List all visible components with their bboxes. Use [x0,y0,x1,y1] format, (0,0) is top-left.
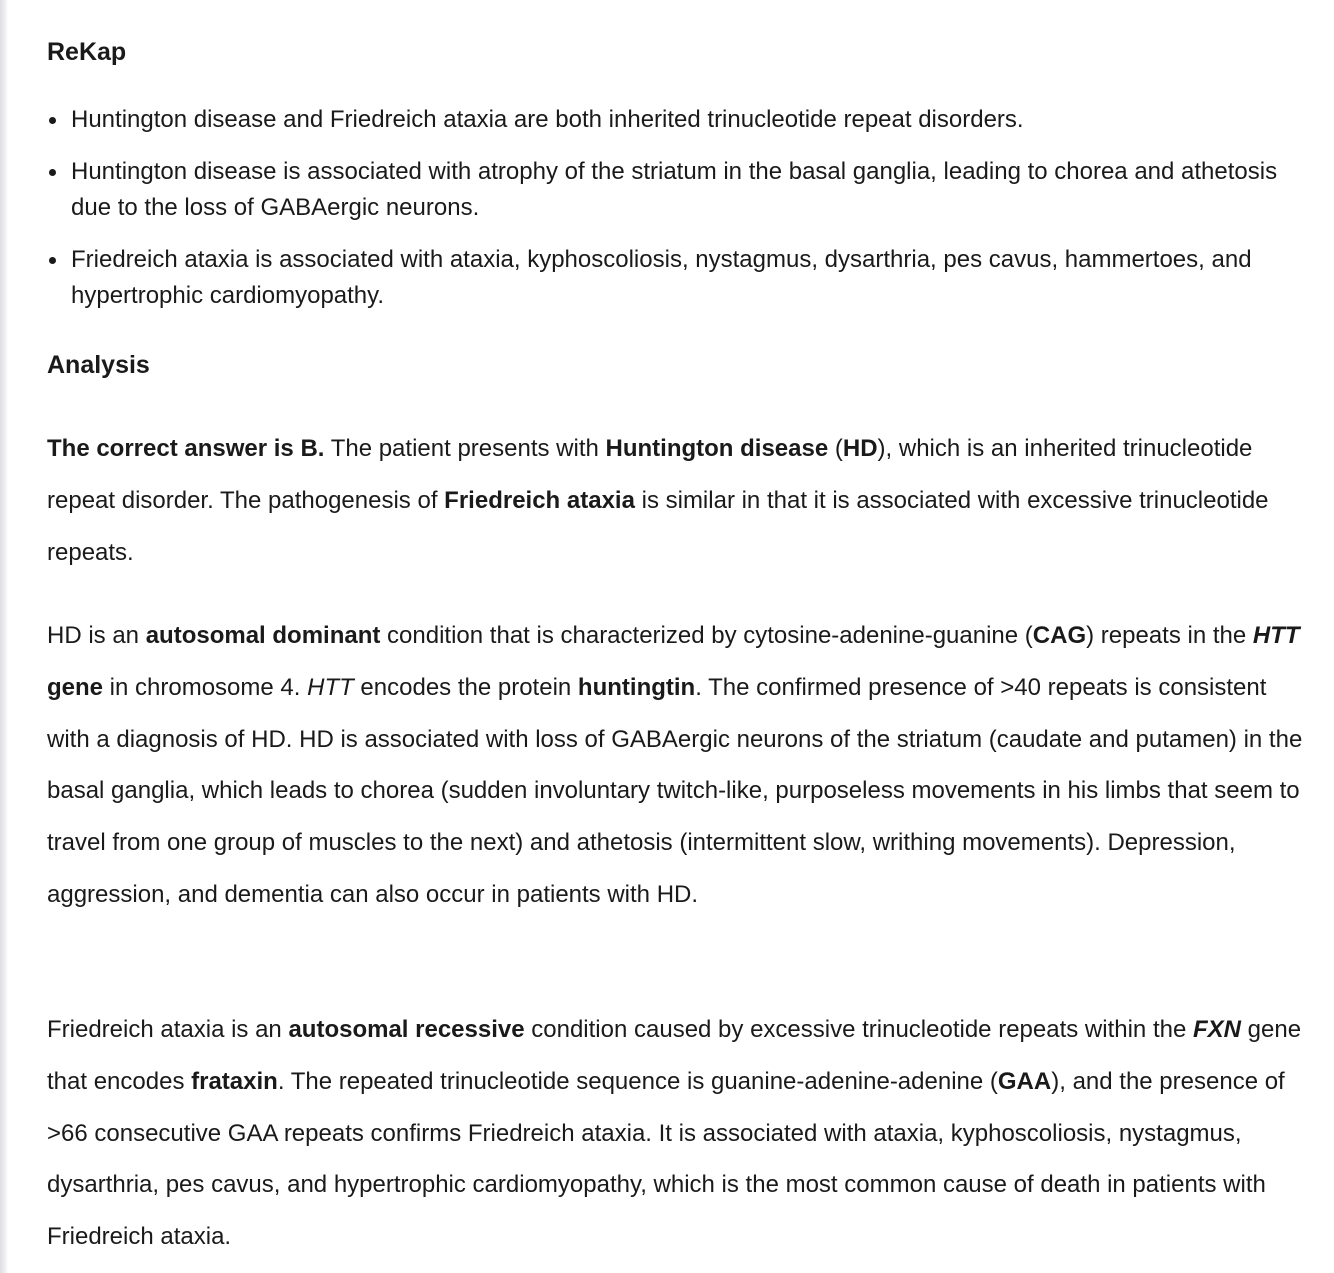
analysis-paragraph-friedreich [47,1004,1309,1263]
rekap-bullet: Huntington disease and Friedreich ataxia are both inherited trinucleotide repeat disorders. [71,102,1321,138]
rekap-bullet: Friedreich ataxia is associated with ataxia, kyphoscoliosis, nystagmus, dysarthria, pes cavus, hammertoes, and hypertrophic cardiomyopathy. [71,242,1321,314]
text-span: Friedreich ataxia is an [47,1016,289,1043]
text-span: HD is an [47,622,146,649]
text-span: ) repeats in the [1086,622,1253,649]
rekap-bullet: Huntington disease is associated with atrophy of the striatum in the basal ganglia, leading to chorea and athetosis due to the loss of GABAergic neurons. [71,154,1321,226]
term-friedreich-ataxia: Friedreich ataxia [444,486,635,514]
text-span: gene [47,673,104,701]
text-span: The patient presents with [324,435,606,462]
text-span: ), and the presence of >66 consecutive GAA repeats confirms Friedreich ataxia. It is associated with ataxia, kyphoscoliosis, nystagmus, dysarthria, pes cavus, and hypertrophic cardiomyopathy, which is the most common cause of death in patients with Friedreich ataxia. [47,1067,1285,1251]
analysis-paragraph-answer [47,423,1309,578]
rekap-heading: ReKap [47,38,127,66]
term-huntingtin: huntingtin [577,673,696,701]
text-span: condition caused by excessive trinucleotide repeats within the [524,1016,1193,1043]
text-span: ( [828,435,843,462]
text-span: encodes the protein [353,673,578,701]
text-span: . The confirmed presence of >40 repeats is consistent with a diagnosis of HD. HD is associated with loss of GABAergic neurons of the striatum (caudate and putamen) in the basal ganglia, which leads to chorea (sudden involuntary twitch-like, purposeless movements in his limbs that seem to travel from one group of muscles to the next) and athetosis (intermittent slow, writhing movements). Depression, aggression, and dementia can also occur in patients with HD. [47,673,1303,908]
text-span: ), which is an inherited trinucleotide repeat disorder. The pathogenesis of [47,435,1253,514]
text-span: in chromosome 4. [103,673,308,701]
gene-name-htt: HTT [1252,622,1300,649]
correct-answer-statement: The correct answer is B. [47,435,325,462]
text-span: gene that encodes [47,1016,1302,1095]
term-autosomal-recessive: autosomal recessive [288,1016,525,1043]
analysis-paragraph-hd [47,610,1309,921]
term-gaa: GAA [997,1067,1052,1095]
analysis-heading: Analysis [47,351,150,379]
text-span: . The repeated trinucleotide sequence is guanine-adenine-adenine ( [277,1067,998,1095]
gene-name-htt: HTT [307,673,354,701]
window-left-edge [0,0,8,1273]
gene-name-fxn: FXN [1192,1016,1241,1043]
term-cag: CAG [1032,622,1087,649]
rekap-list [47,102,1321,330]
text-span: is similar in that it is associated with excessive trinucleotide repeats. [47,486,1269,566]
term-hd: HD [842,435,878,462]
text-span: condition that is characterized by cytosine-adenine-guanine ( [380,622,1033,649]
term-fxn [1193,1016,1241,1043]
term-huntington-disease: Huntington disease [605,435,829,462]
term-autosomal-dominant: autosomal dominant [145,622,381,649]
term-frataxin: frataxin [191,1067,278,1095]
